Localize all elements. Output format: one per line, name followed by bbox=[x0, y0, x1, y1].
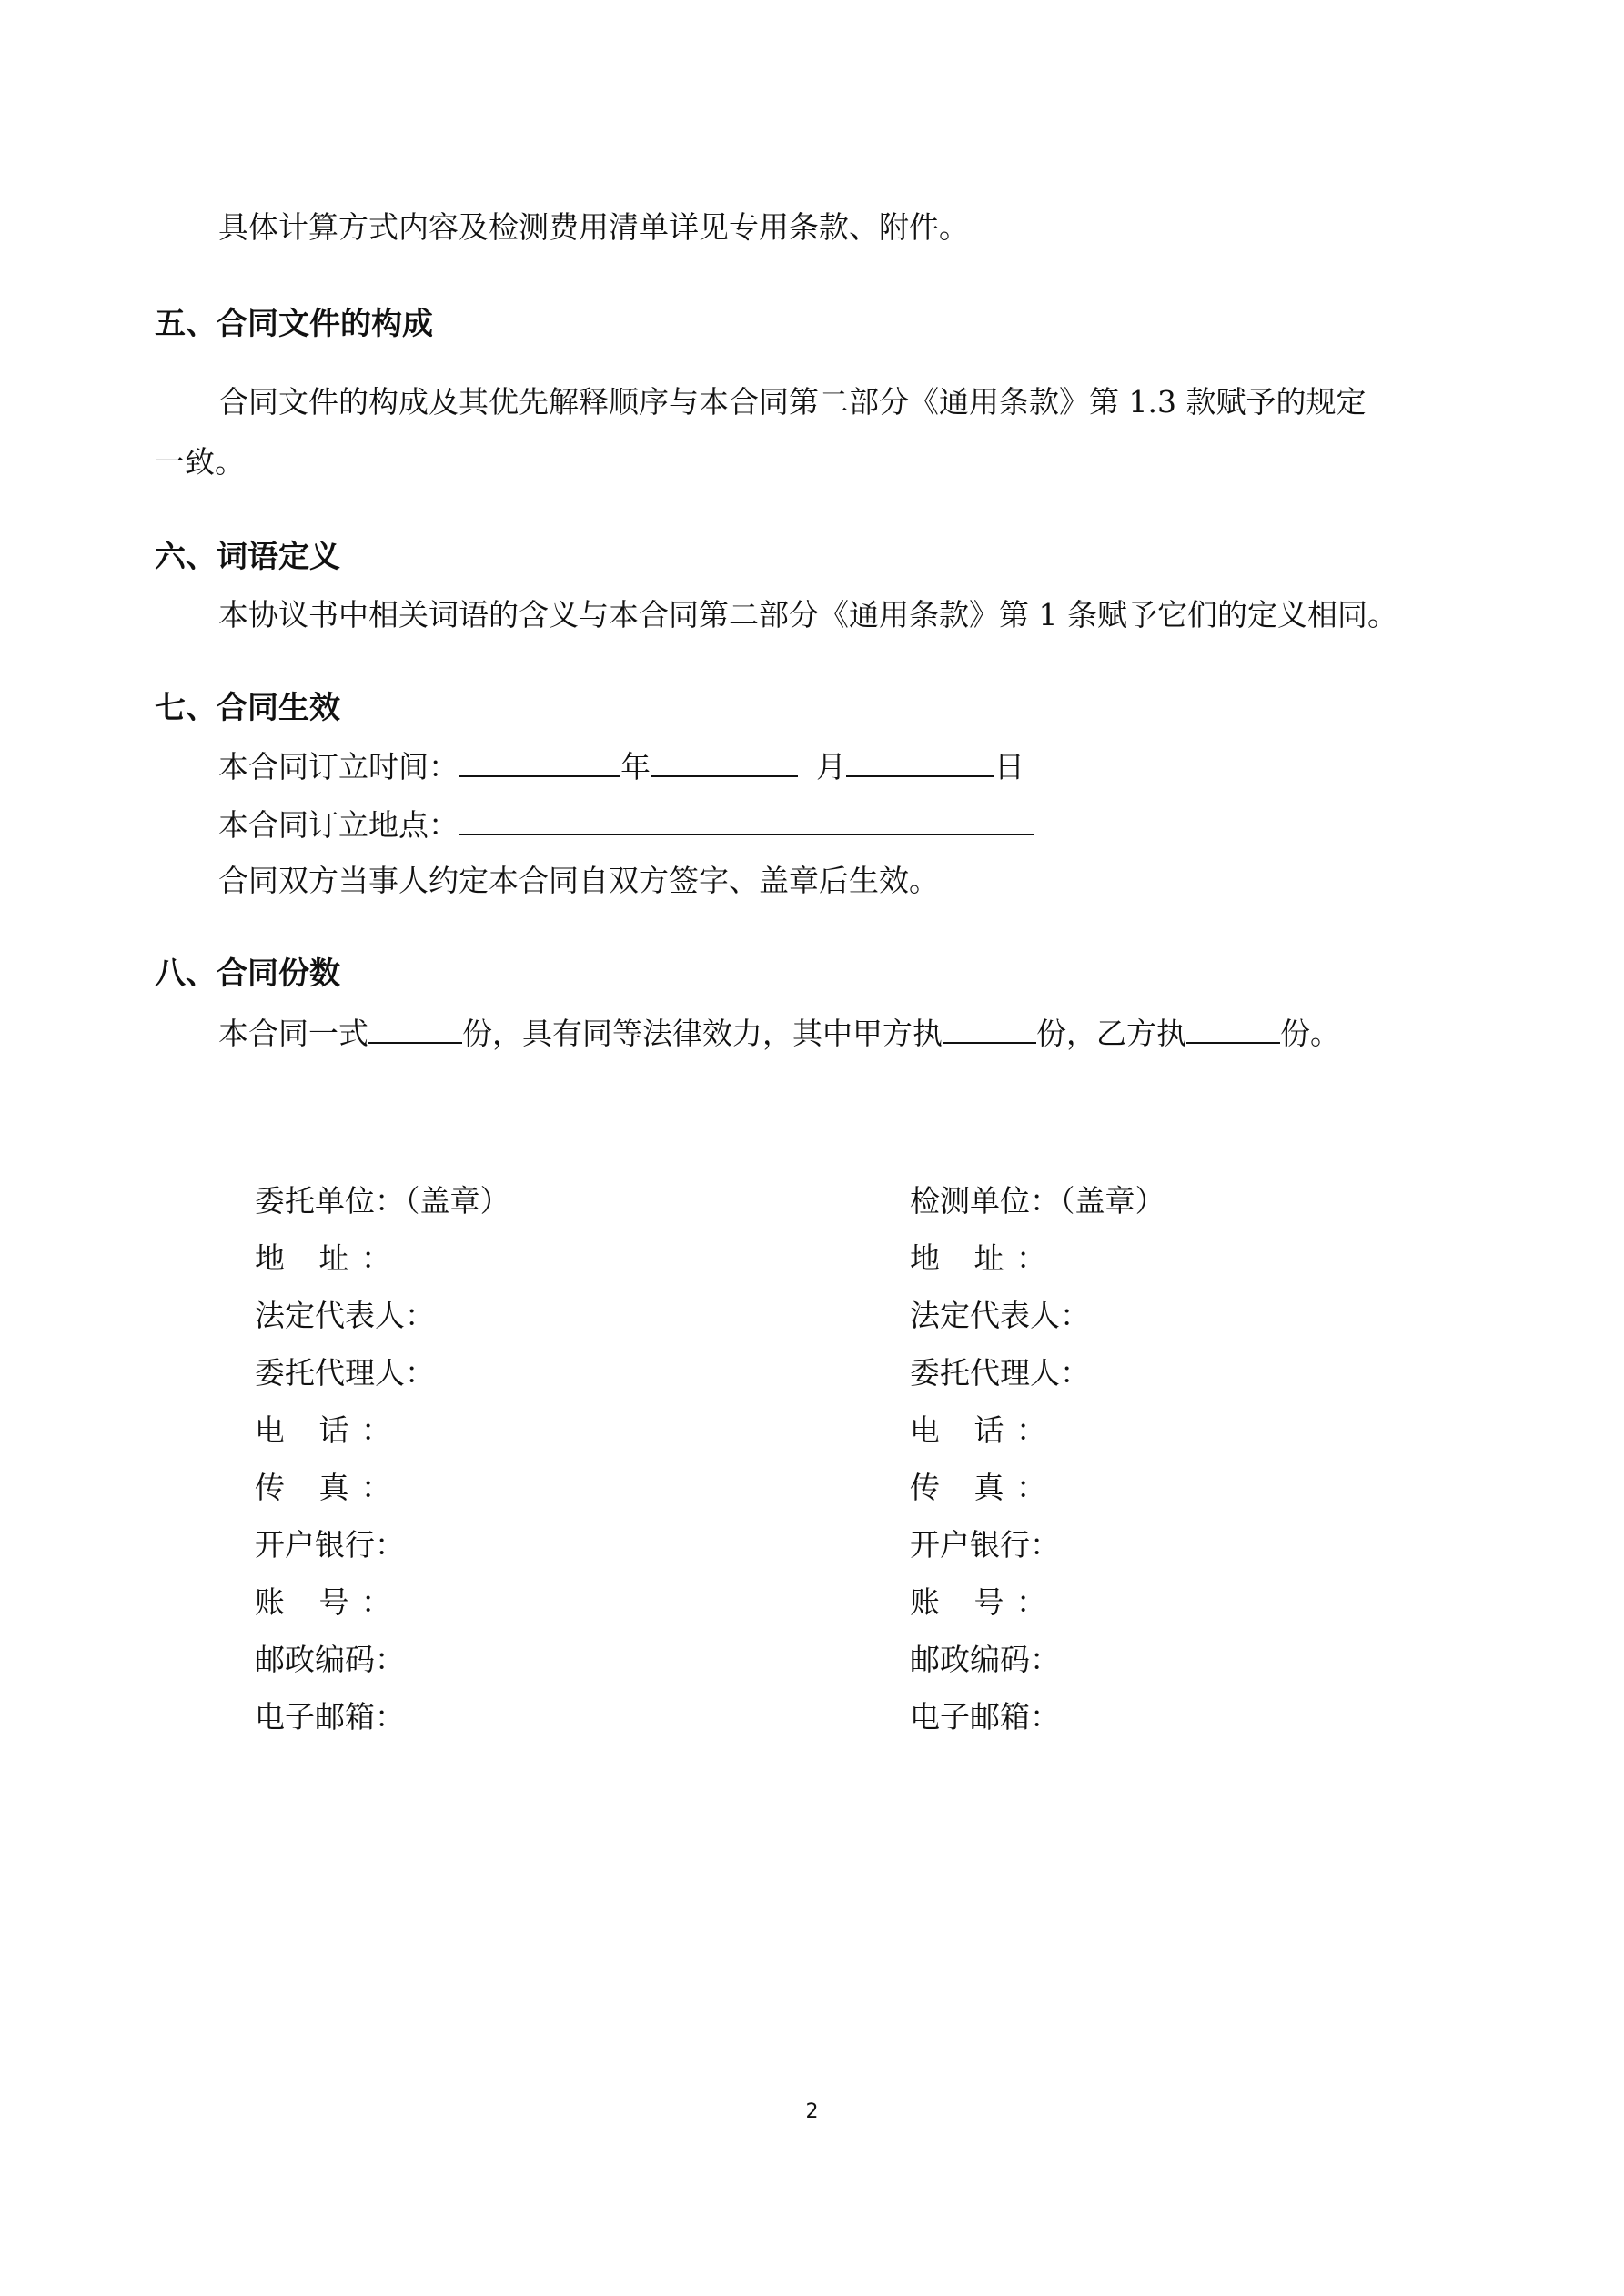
copies-text-4: 份。 bbox=[1280, 1016, 1340, 1051]
client-phone bbox=[255, 1412, 510, 1470]
effect-text: 合同双方当事人约定本合同自双方签字、盖章后生效。 bbox=[218, 863, 939, 898]
client-bank: 开户银行： bbox=[255, 1527, 405, 1563]
tester-phone bbox=[910, 1412, 1165, 1470]
client-email: 电子邮箱： bbox=[255, 1699, 405, 1735]
year-label: 年 bbox=[620, 749, 651, 784]
place-blank bbox=[459, 804, 1034, 835]
month-blank bbox=[651, 746, 798, 777]
address-char-2: 址： bbox=[318, 1240, 391, 1276]
section-5-heading: 五、合同文件的构成 bbox=[155, 306, 433, 342]
copies-text-2: 份，具有同等法律效力，其中甲方执 bbox=[462, 1016, 943, 1051]
client-signature-block bbox=[255, 1183, 510, 1756]
account-char-2: 号： bbox=[318, 1584, 391, 1620]
tester-title: 检测单位：（盖章） bbox=[910, 1183, 1165, 1219]
phone-char-2: 话： bbox=[973, 1412, 1046, 1448]
year-blank bbox=[459, 746, 620, 777]
copies-text-1: 本合同一式 bbox=[218, 1016, 368, 1051]
month-label: 月 bbox=[816, 749, 846, 784]
section-5-text-line1: 合同文件的构成及其优先解释顺序与本合同第二部分《通用条款》第 1.3 款赋予的规定 bbox=[218, 384, 1367, 420]
client-fax bbox=[255, 1470, 510, 1527]
phone-char-2: 话： bbox=[318, 1412, 391, 1448]
party-b-copies-blank bbox=[1186, 1013, 1280, 1044]
phone-char-1: 电 bbox=[255, 1412, 298, 1448]
day-blank bbox=[846, 746, 994, 777]
page-number: 2 bbox=[805, 2100, 819, 2123]
fax-char-2: 真： bbox=[318, 1470, 391, 1505]
client-title: 委托单位：（盖章） bbox=[255, 1183, 510, 1219]
contract-place-label: 本合同订立地点： bbox=[218, 807, 459, 843]
copies-line bbox=[218, 1013, 1340, 1052]
client-legal-rep: 法定代表人： bbox=[255, 1298, 435, 1333]
fax-char-1: 传 bbox=[910, 1470, 953, 1505]
fax-char-1: 传 bbox=[255, 1470, 298, 1505]
contract-date-label: 本合同订立时间： bbox=[218, 749, 459, 784]
intro-text: 具体计算方式内容及检测费用清单详见专用条款、附件。 bbox=[218, 209, 969, 245]
address-char-2: 址： bbox=[973, 1240, 1046, 1276]
contract-date-line bbox=[218, 746, 1024, 785]
contract-place-line bbox=[218, 804, 1034, 844]
tester-legal-rep: 法定代表人： bbox=[910, 1298, 1090, 1333]
tester-bank: 开户银行： bbox=[910, 1527, 1060, 1563]
copies-text-3: 份，乙方执 bbox=[1036, 1016, 1186, 1051]
tester-account bbox=[910, 1584, 1165, 1642]
tester-address bbox=[910, 1240, 1165, 1298]
section-5-text-line2: 一致。 bbox=[155, 444, 245, 480]
party-a-copies-blank bbox=[943, 1013, 1036, 1044]
client-postcode: 邮政编码： bbox=[255, 1642, 405, 1677]
phone-char-1: 电 bbox=[910, 1412, 953, 1448]
address-char-1: 地 bbox=[255, 1240, 298, 1276]
day-label: 日 bbox=[994, 749, 1024, 784]
tester-email: 电子邮箱： bbox=[910, 1699, 1060, 1735]
account-char-2: 号： bbox=[973, 1584, 1046, 1620]
fax-char-2: 真： bbox=[973, 1470, 1046, 1505]
tester-agent: 委托代理人： bbox=[910, 1355, 1090, 1391]
client-address bbox=[255, 1240, 510, 1298]
tester-postcode: 邮政编码： bbox=[910, 1642, 1060, 1677]
tester-signature-block bbox=[910, 1183, 1165, 1756]
account-char-1: 账 bbox=[255, 1584, 298, 1620]
section-6-heading: 六、词语定义 bbox=[155, 539, 340, 575]
client-account bbox=[255, 1584, 510, 1642]
section-8-heading: 八、合同份数 bbox=[155, 956, 340, 992]
account-char-1: 账 bbox=[910, 1584, 953, 1620]
client-agent: 委托代理人： bbox=[255, 1355, 435, 1391]
section-7-heading: 七、合同生效 bbox=[155, 690, 340, 726]
address-char-1: 地 bbox=[910, 1240, 953, 1276]
total-copies-blank bbox=[368, 1013, 462, 1044]
section-6-text: 本协议书中相关词语的含义与本合同第二部分《通用条款》第 1 条赋予它们的定义相同。 bbox=[218, 597, 1397, 632]
tester-fax bbox=[910, 1470, 1165, 1527]
